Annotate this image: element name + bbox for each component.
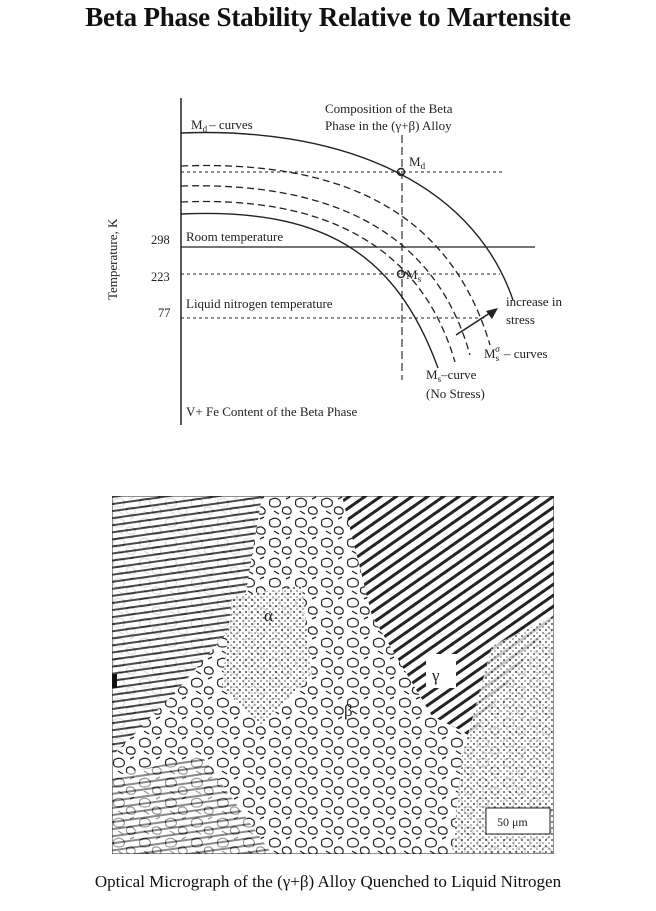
tick-223: 223 [151, 270, 170, 284]
ms-sigma-sub: s [495, 353, 500, 363]
figure-caption: Optical Micrograph of the (γ+β) Alloy Quenched to Liquid Nitrogen [94, 872, 562, 891]
md-point-m: M [409, 154, 421, 169]
ms-curve-m: M [426, 367, 438, 382]
tick-298: 298 [151, 233, 170, 247]
x-axis-label: V+ Fe Content of the Beta Phase [186, 404, 358, 419]
ms-sigma-text: – curves [503, 346, 548, 361]
ms-point-sub: s [417, 274, 422, 284]
increase-label-1: increase in [506, 294, 562, 309]
md-point-label [409, 154, 426, 171]
micrograph-image [112, 496, 554, 854]
ms-curve-label [426, 367, 477, 384]
y-axis-label: Temperature, K [105, 218, 120, 300]
beta-label: β [344, 701, 353, 720]
ms-point-m: M [406, 267, 418, 282]
md-curve [181, 133, 513, 300]
ms-point-label [406, 267, 422, 284]
md-curves-sub: d [202, 124, 208, 134]
ms-curve-text: –curve [441, 367, 477, 382]
composition-label-2: Phase in the (γ+β) Alloy [325, 118, 452, 133]
room-temperature-label: Room temperature [186, 229, 284, 244]
md-curves-m: M [191, 117, 203, 132]
stress-arrow [456, 311, 493, 335]
alpha-label: α [264, 606, 273, 625]
scale-bar-label: 50 μm [497, 815, 528, 829]
ms-curve-label-2: (No Stress) [426, 386, 485, 401]
ln2-temperature-label: Liquid nitrogen temperature [186, 296, 333, 311]
ms-sigma-curve-1 [181, 166, 490, 345]
ms-sigma-curves-label [484, 344, 548, 363]
tick-77: 77 [158, 306, 171, 320]
ms-sigma-sup: σ [495, 344, 500, 354]
composition-label-1: Composition of the Beta [325, 101, 453, 116]
md-point-sub: d [420, 161, 426, 171]
page-title: Beta Phase Stability Relative to Martensite [85, 2, 571, 32]
md-curves-label [191, 117, 253, 134]
increase-label-2: stress [506, 312, 535, 327]
ms-curve-sub: s [437, 374, 442, 384]
ms-sigma-m: M [484, 346, 496, 361]
md-curves-text: – curves [209, 117, 253, 132]
ms-sigma-curve-2 [181, 186, 470, 355]
gamma-label: γ [432, 666, 440, 685]
